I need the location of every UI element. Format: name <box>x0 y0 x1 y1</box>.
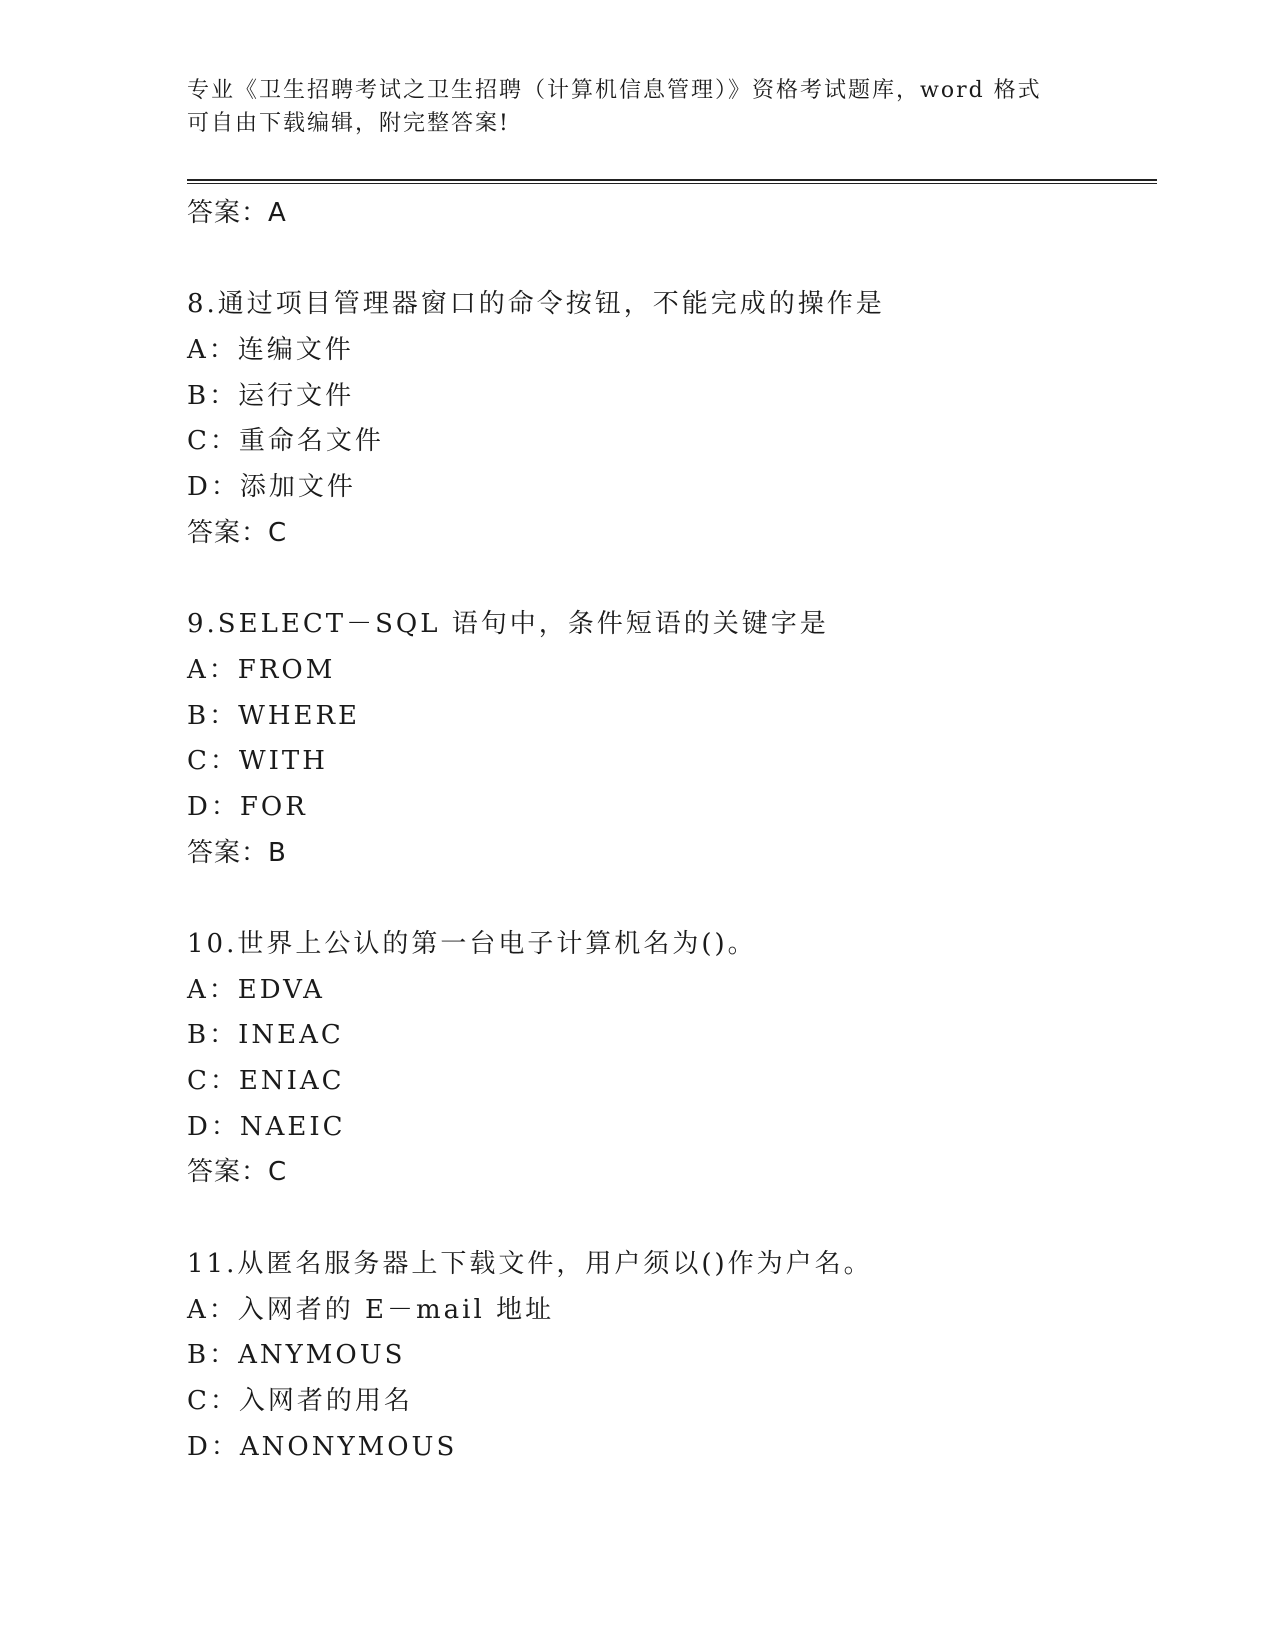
header-line-1: 专业《卫生招聘考试之卫生招聘（计算机信息管理）》资格考试题库，word 格式 <box>187 78 1042 103</box>
option-b: B：INEAC <box>187 1020 344 1051</box>
spacer <box>187 557 1157 603</box>
spacer <box>187 237 1157 283</box>
question-block-10 <box>187 922 1157 1196</box>
header-divider-thin <box>187 183 1157 184</box>
spacer <box>187 876 1157 922</box>
question-stem: 11.从匿名服务器上下载文件，用户须以()作为户名。 <box>187 1248 873 1279</box>
header-divider-thick <box>187 179 1157 181</box>
question-block-11 <box>187 1242 1157 1470</box>
answer-line: 答案：A <box>187 198 287 228</box>
option-c: C：入网者的用名 <box>187 1385 413 1416</box>
option-c: C：重命名文件 <box>187 426 384 457</box>
document-header <box>187 74 1087 140</box>
answer-line: 答案：C <box>187 517 288 548</box>
option-d: D：添加文件 <box>187 472 356 503</box>
option-d: D：NAEIC <box>187 1111 346 1142</box>
answer-line: 答案：C <box>187 1157 288 1188</box>
option-d: D：FOR <box>187 791 308 822</box>
option-b: B：运行文件 <box>187 380 355 411</box>
option-c: C：ENIAC <box>187 1066 345 1097</box>
option-a: A：连编文件 <box>187 335 354 366</box>
question-stem: 10.世界上公认的第一台电子计算机名为()。 <box>187 929 757 959</box>
question-list <box>187 191 1157 1470</box>
answer-line: 答案：B <box>187 837 287 868</box>
question-stem: 8.通过项目管理器窗口的命令按钮，不能完成的操作是 <box>187 289 885 320</box>
option-a: A：入网者的 E－mail 地址 <box>187 1294 555 1325</box>
option-a: A：FROM <box>187 654 336 685</box>
spacer <box>187 1196 1157 1242</box>
question-block-9 <box>187 602 1157 876</box>
option-b: B：ANYMOUS <box>187 1340 406 1371</box>
header-line-2: 可自由下载编辑，附完整答案! <box>187 111 510 136</box>
question-block-8 <box>187 282 1157 556</box>
option-d: D：ANONYMOUS <box>187 1431 458 1462</box>
option-b: B：WHERE <box>187 700 361 731</box>
question-stem: 9.SELECT－SQL 语句中，条件短语的关键字是 <box>187 609 829 640</box>
option-c: C：WITH <box>187 746 328 777</box>
option-a: A：EDVA <box>187 974 325 1005</box>
